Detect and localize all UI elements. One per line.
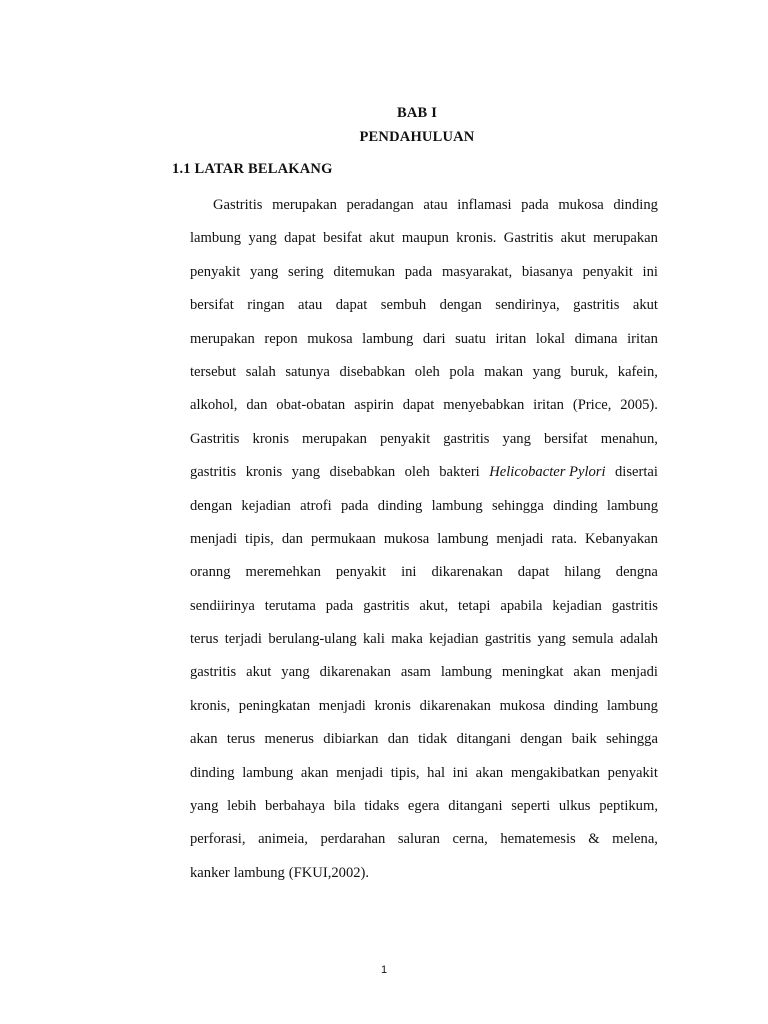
page-number: 1: [380, 964, 388, 976]
section-heading: 1.1 LATAR BELAKANG: [172, 161, 333, 177]
text-line: oranng meremehkan penyakit ini dikarenakan dapat hilang dengna: [190, 564, 658, 581]
chapter-number: BAB I: [396, 105, 438, 121]
text-line: kanker lambung (FKUI,2002).: [190, 864, 370, 881]
text-line: kronis, peningkatan menjadi kronis dikarenakan mukosa dinding lambung: [190, 697, 658, 714]
chapter-title: PENDAHULUAN: [359, 129, 475, 145]
text-line: gastritis kronis yang disebabkan oleh bakteri Helicobacter Pylori disertai: [190, 464, 658, 481]
text-line: yang lebih berbahaya bila tidaks egera ditangani seperti ulkus peptikum,: [190, 798, 658, 815]
text-line: Gastritis merupakan peradangan atau inflamasi pada mukosa dinding: [213, 197, 658, 213]
text-line: terus terjadi berulang-ulang kali maka kejadian gastritis yang semula adalah: [190, 631, 658, 648]
text-line: alkohol, dan obat-obatan aspirin dapat menyebabkan iritan (Price, 2005).: [190, 397, 658, 414]
text-line: dinding lambung akan menjadi tipis, hal ini akan mengakibatkan penyakit: [190, 764, 658, 781]
text-line: akan terus menerus dibiarkan dan tidak ditangani dengan baik sehingga: [190, 731, 658, 748]
text-line: dengan kejadian atrofi pada dinding lambung sehingga dinding lambung: [190, 497, 658, 514]
body-paragraph: [190, 192, 658, 893]
text-line: perforasi, animeia, perdarahan saluran cerna, hematemesis & melena,: [190, 831, 658, 848]
text-line: bersifat ringan atau dapat sembuh dengan sendirinya, gastritis akut: [190, 297, 658, 314]
text-line: penyakit yang sering ditemukan pada masyarakat, biasanya penyakit ini: [190, 263, 658, 280]
text-line: menjadi tipis, dan permukaan mukosa lambung menjadi rata. Kebanyakan: [190, 530, 658, 547]
text-line: tersebut salah satunya disebabkan oleh pola makan yang buruk, kafein,: [190, 363, 658, 380]
text-line: sendiirinya terutama pada gastritis akut, tetapi apabila kejadian gastritis: [190, 597, 658, 614]
text-line: Gastritis kronis merupakan penyakit gastritis yang bersifat menahun,: [190, 430, 658, 447]
text-line: lambung yang dapat besifat akut maupun kronis. Gastritis akut merupakan: [190, 230, 658, 247]
text-line: merupakan repon mukosa lambung dari suatu iritan lokal dimana iritan: [190, 330, 658, 347]
text-line: gastritis akut yang dikarenakan asam lambung meningkat akan menjadi: [190, 664, 658, 681]
